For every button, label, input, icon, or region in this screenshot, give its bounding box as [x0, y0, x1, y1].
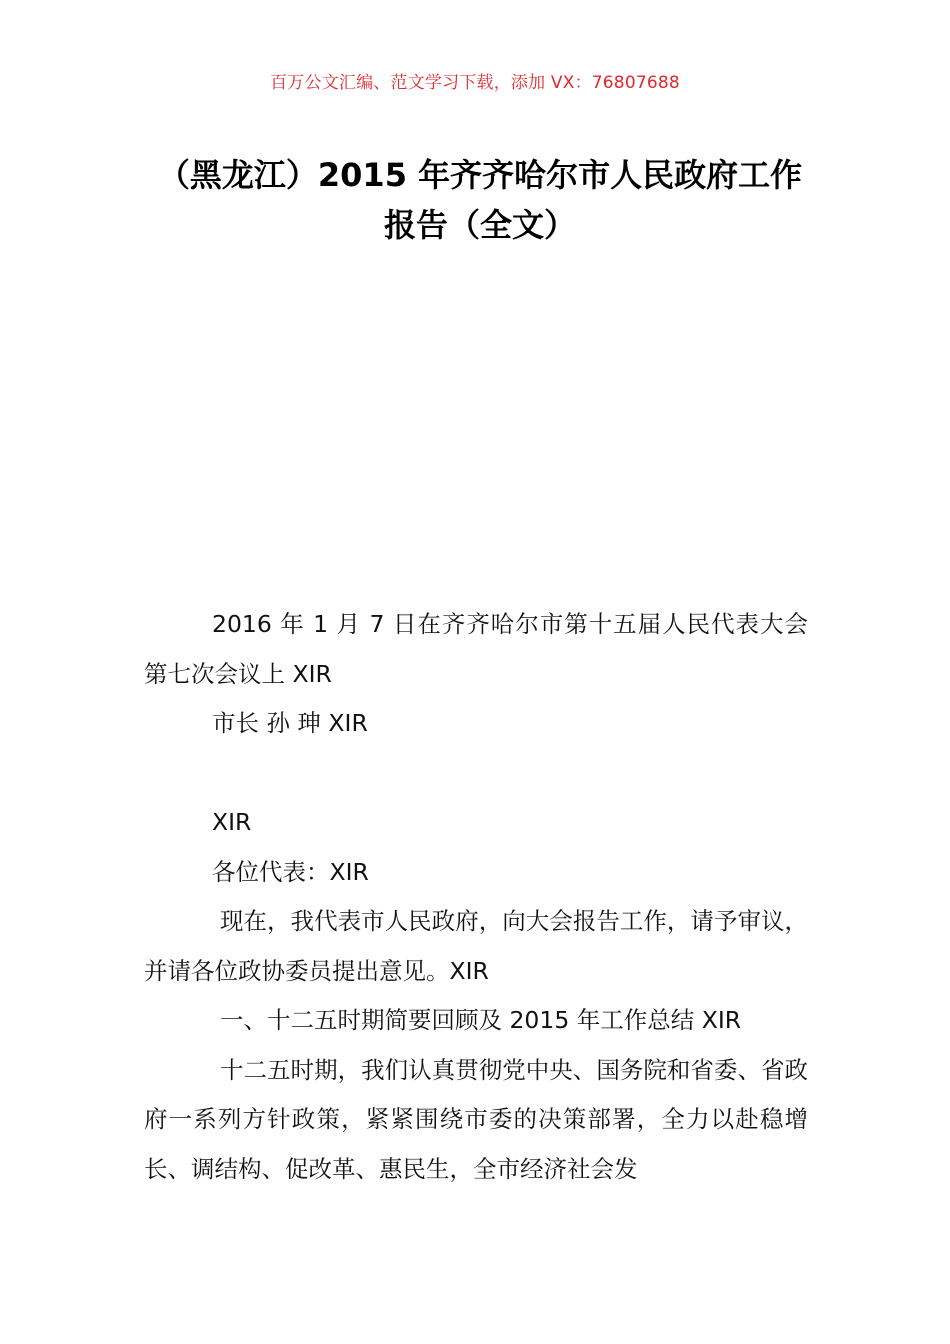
document-title: （黑龙江）2015 年齐齐哈尔市人民政府工作报告（全文）	[157, 156, 803, 244]
paragraph-marker: XIR	[212, 808, 252, 836]
paragraph-speaker: 市长 孙 珅 XIR	[212, 709, 368, 737]
paragraph-opening: 现在，我代表市人民政府，向大会报告工作，请予审议，并请各位政协委员提出意见。XIR	[144, 907, 808, 985]
section-heading-one: 一、十二五时期简要回顾及 2015 年工作总结 XIR	[220, 1006, 742, 1034]
paragraph-date-venue: 2016 年 1 月 7 日在齐齐哈尔市第十五届人民代表大会第七次会议上 XIR	[144, 610, 808, 688]
paragraph-salutation: 各位代表：XIR	[212, 857, 369, 886]
header-promo-note: 百万公文汇编、范文学习下载，添加 VX：76807688	[270, 73, 680, 93]
paragraph-review: 十二五时期，我们认真贯彻党中央、国务院和省委、省政府一系列方针政策，紧紧围绕市委的决策部署，全力以赴稳增长、调结构、促改革、惠民生，全市经济社会发	[144, 1055, 808, 1183]
document-body	[144, 600, 808, 1194]
blank-line	[144, 749, 808, 799]
